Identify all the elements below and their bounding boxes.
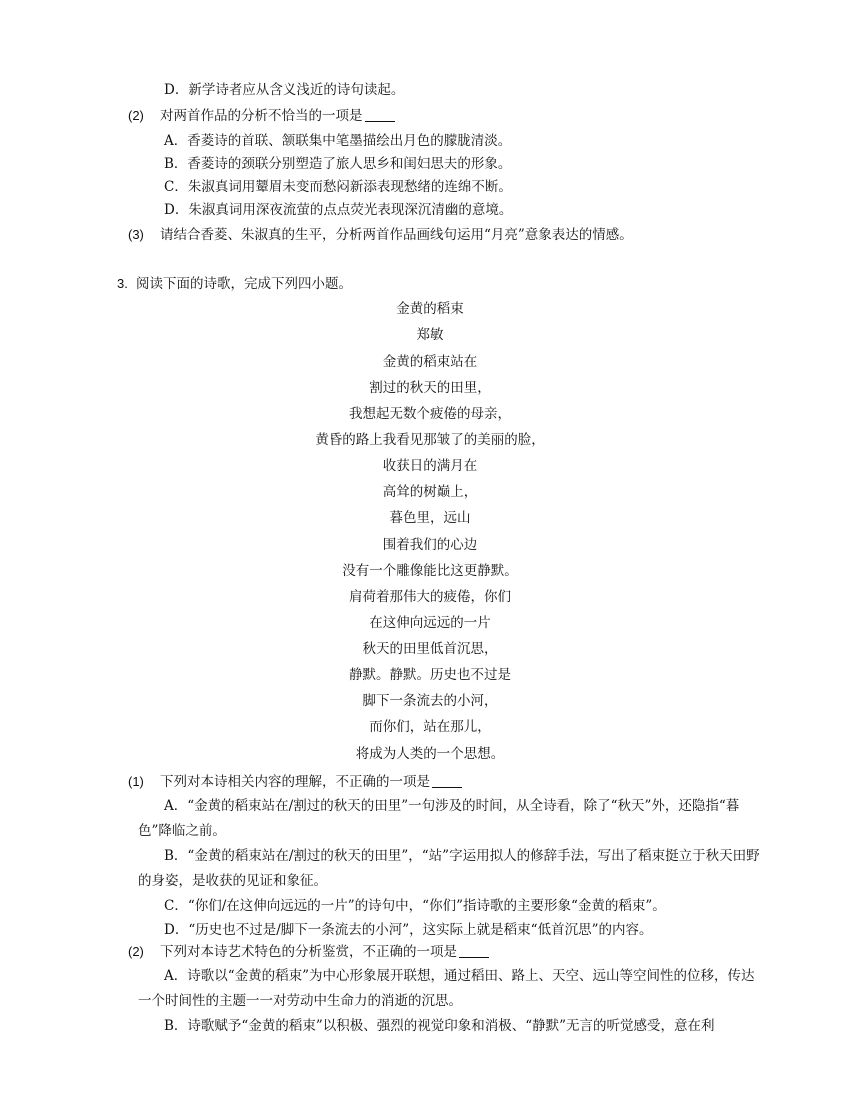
- prev-q2-question: [160, 106, 395, 126]
- section3-instruction: 阅读下面的诗歌，完成下列四小题。: [136, 276, 352, 292]
- answer-blank: [365, 107, 395, 122]
- q2-number: (2): [128, 944, 144, 959]
- poem-line: 静默。静默。历史也不过是: [349, 667, 511, 683]
- answer-blank: [459, 943, 489, 958]
- q1-number: (1): [128, 774, 144, 789]
- poem-line: 肩荷着那伟大的疲倦，你们: [349, 589, 511, 605]
- poem-line: 而你们，站在那儿，: [369, 719, 491, 735]
- prev-q3-text: 请结合香菱、朱淑真的生平，分析两首作品画线句运用“月亮”意象表达的情感。: [160, 227, 633, 243]
- q1-option-c: C．“你们/在这伸向远远的一片”的诗句中，“你们”指诗歌的主要形象“金黄的稻束”。: [164, 898, 666, 914]
- poem-line: 我想起无数个疲倦的母亲，: [349, 406, 511, 422]
- prev-q2-text: 对两首作品的分析不恰当的一项是: [160, 108, 363, 124]
- poem-line: 将成为人类的一个思想。: [355, 746, 505, 762]
- poem-line: 没有一个雕像能比这更静默。: [342, 563, 518, 579]
- prev-q2-option-d: D．朱淑真词用深夜流萤的点点荧光表现深沉清幽的意境。: [164, 202, 513, 218]
- prev-q3-number: (3): [128, 227, 144, 242]
- q2-text: 下列对本诗艺术特色的分析鉴赏，不正确的一项是: [160, 944, 457, 960]
- q1-option-d: D．“历史也不过是/脚下一条流去的小河”，这实际上就是稻束“低首沉思”的内容。: [164, 922, 653, 938]
- prev-q2-number: (2): [128, 108, 144, 123]
- poem-line: 割过的秋天的田里，: [369, 380, 491, 396]
- q1-option-a: A．“金黄的稻束站在/割过的秋天的田里”一句涉及的时间，从全诗看，除了“秋天”外，还隐指“暮色”降临之前。: [138, 798, 740, 839]
- poem-line: 脚下一条流去的小河，: [362, 693, 498, 709]
- poem-line: 高耸的树巅上，: [382, 484, 478, 500]
- q1-question: [160, 772, 462, 792]
- poem-line: 黄昏的路上我看见那皱了的美丽的脸，: [315, 432, 545, 448]
- poem-line: 暮色里，远山: [389, 510, 471, 526]
- q2-option-a: A．诗歌以“金黄的稻束”为中心形象展开联想，通过稻田、路上、天空、远山等空间性的位移，传达一个时间性的主题一一对劳动中生命力的消逝的沉思。: [138, 968, 755, 1009]
- poem-line: 金黄的稻束站在: [382, 354, 478, 370]
- poem-line: 秋天的田里低首沉思，: [362, 641, 498, 657]
- poem-line: 收获日的满月在: [382, 458, 478, 474]
- poem-author: 郑敏: [416, 327, 444, 343]
- poem-line: 在这伸向远远的一片: [369, 615, 491, 631]
- prev-q2-option-a: A．香菱诗的首联、颔联集中笔墨描绘出月色的朦胧清淡。: [164, 133, 512, 149]
- q2-option-b: B．诗歌赋予“金黄的稻束”以积极、强烈的视觉印象和消极、“静默”无言的听觉感受，意在利: [164, 1018, 715, 1034]
- poem-line: 围着我们的心边: [382, 537, 478, 553]
- q2-question: [160, 942, 489, 962]
- q1-text: 下列对本诗相关内容的理解，不正确的一项是: [160, 774, 430, 790]
- section3-number: 3.: [117, 276, 128, 291]
- prev-q2-option-b: B．香菱诗的颈联分别塑造了旅人思乡和闺妇思夫的形象。: [164, 156, 512, 172]
- answer-blank: [432, 773, 462, 788]
- poem-title: 金黄的稻束: [396, 301, 464, 317]
- prev-q2-option-c: C．朱淑真词用颦眉未变而愁闷新添表现愁绪的连绵不断。: [164, 179, 512, 195]
- q1-option-b: B．“金黄的稻束站在/割过的秋天的田里”，“站”字运用拟人的修辞手法，写出了稻束挺立于秋天田野的身姿，是收获的见证和象征。: [138, 848, 760, 889]
- prev-option-d: D．新学诗者应从含义浅近的诗句读起。: [164, 82, 405, 98]
